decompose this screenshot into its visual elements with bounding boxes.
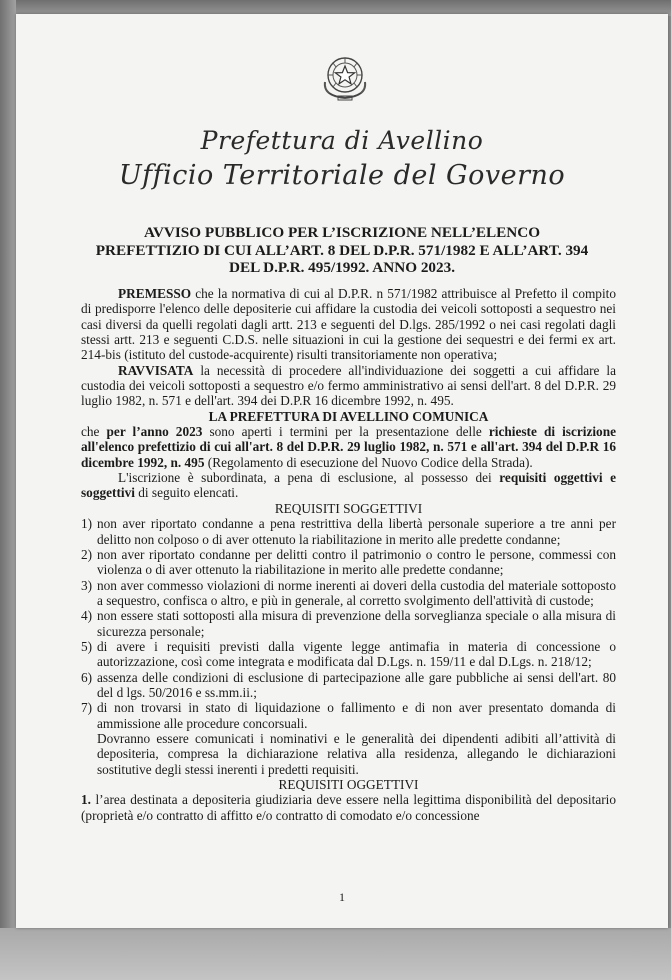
- list-item: 2) non aver riportato condanne per delitti contro il patrimonio o contro le persone, commessi con violenza o di aver ottenuto la riabilitazione in merito alle predette condanne;: [81, 546, 616, 578]
- comunica-paragraph: che per l’anno 2023 sono aperti i termini per la presentazione delle richieste di iscrizione all'elenco prefettizio di cui all'art. 8 del D.P.R. 29 luglio 1982, n. 571 e all'art. 394 del D.P.R 16 dicembre 1992, n. 495 (Regolamento di esecuzione del Nuovo Codice della Strada).: [81, 424, 616, 470]
- premesso-text: che la normativa di cui al D.P.R. n 571/1982 attribuisce al Prefetto il compito di predisporre l'elenco delle depositerie cui affidare la custodia dei veicoli sottoposti a sequestro nei casi diversi da quelli regolati dagli artt. 213 e seguenti del D.lgs. 285/1992 o nei casi regolati dagli stessi artt. 213 e seguenti C.D.S. nelle situazioni in cui la gestione dei sequestri e dei fermi ex art. 214-bis (istituto del custode-acquirente) risulti transitoriamente non operativa;: [81, 286, 616, 363]
- ravvisata-paragraph: [81, 363, 616, 409]
- list-item: 3) non aver commesso violazioni di norme inerenti ai doveri della custodia del materiale sottoposto a sequestro, confisca o altro, e più in generale, al corretto svolgimento dell'attività di custode;: [81, 577, 616, 608]
- page-number: 1: [339, 890, 345, 904]
- notice-body: [81, 286, 616, 823]
- notice-title-line-2: PREFETTIZIO DI CUI ALL’ART. 8 DEL D.P.R. 571/1982 E ALL’ART. 394: [95, 241, 589, 259]
- list-item: 1) non aver riportato condanne a pena restrittiva della libertà personale superiore a tre anni per delitto non colposo o di aver ottenuto la riabilitazione in merito alle predette condanne;: [81, 516, 616, 547]
- premesso-paragraph: [81, 286, 616, 363]
- ravvisata-text: la necessità di procedere all'individuazione dei soggetti a cui affidare la custodia dei veicoli sottoposti a sequestro e/o fermo amministrativo ai sensi dell'art. 8 del D.P.R. 29 luglio 1982, n. 571 e dell'art. 394 dei D.P.R 16 dicembre 1992, n. 495.: [81, 362, 616, 409]
- list-item: 6) assenza delle condizioni di esclusione di partecipazione alle gare pubbliche ai sensi dell'art. 80 del d lgs. 50/2016 e ss.mm.ii.;: [81, 669, 616, 700]
- notice-title-line-3: DEL D.P.R. 495/1992. ANNO 2023.: [228, 259, 455, 276]
- ufficio-title: Ufficio Territoriale del Governo: [118, 160, 566, 191]
- ravvisata-lead: RAVVISATA: [118, 362, 194, 378]
- comunica-heading: LA PREFETTURA DI AVELLINO COMUNICA: [208, 408, 489, 424]
- notice-title-line-1: AVVISO PUBBLICO PER L’ISCRIZIONE NELL’ELENCO: [143, 224, 541, 241]
- list-item: 5) di avere i requisiti previsti dalla vigente legge antimafia in materia di concessione o autorizzazione, così come integrata e modificata dal D.Lgs. n. 159/11 e dal D.Lgs. n. 218/12;: [81, 638, 616, 670]
- list-item: 4) non essere stati sottoposti alla misura di prevenzione della sorveglianza speciale o alla misura di sicurezza personale;: [81, 608, 616, 639]
- italian-republic-emblem-icon: [319, 52, 371, 102]
- document-page: [16, 14, 668, 928]
- notice-title: [92, 224, 592, 277]
- oggettivi-item-1: 1. l’area destinata a depositeria giudiziaria deve essere nella legittima disponibilità del depositario (proprietà e/o contratto di affitto e/o contratto di comodato e/o concessione: [81, 792, 616, 823]
- scan-border-bottom: [0, 928, 671, 980]
- scan-border-left: [0, 0, 16, 980]
- premesso-lead: PREMESSO: [118, 286, 192, 301]
- requisiti-oggettivi-heading: REQUISITI OGGETTIVI: [278, 777, 419, 792]
- list-item: 7) di non trovarsi in stato di liquidazione o fallimento e di non aver presentato domanda di ammissione alle procedure concorsuali.: [81, 700, 616, 731]
- iscrizione-paragraph: L'iscrizione è subordinata, a pena di esclusione, al possesso dei requisiti oggettivi e soggettivi di seguito elencati.: [81, 470, 616, 501]
- prefettura-title: Prefettura di Avellino: [200, 126, 484, 155]
- dovranno-paragraph: Dovranno essere comunicati i nominativi e le generalità dei dipendenti adibiti all’attività di depositeria, compresa la dichiarazione relativa alla residenza, allegando le dichiarazioni sostitutive degli stessi inerenti i predetti requisiti.: [97, 730, 616, 777]
- requisiti-soggettivi-list: [81, 516, 616, 731]
- requisiti-soggettivi-heading: REQUISITI SOGGETTIVI: [274, 500, 423, 516]
